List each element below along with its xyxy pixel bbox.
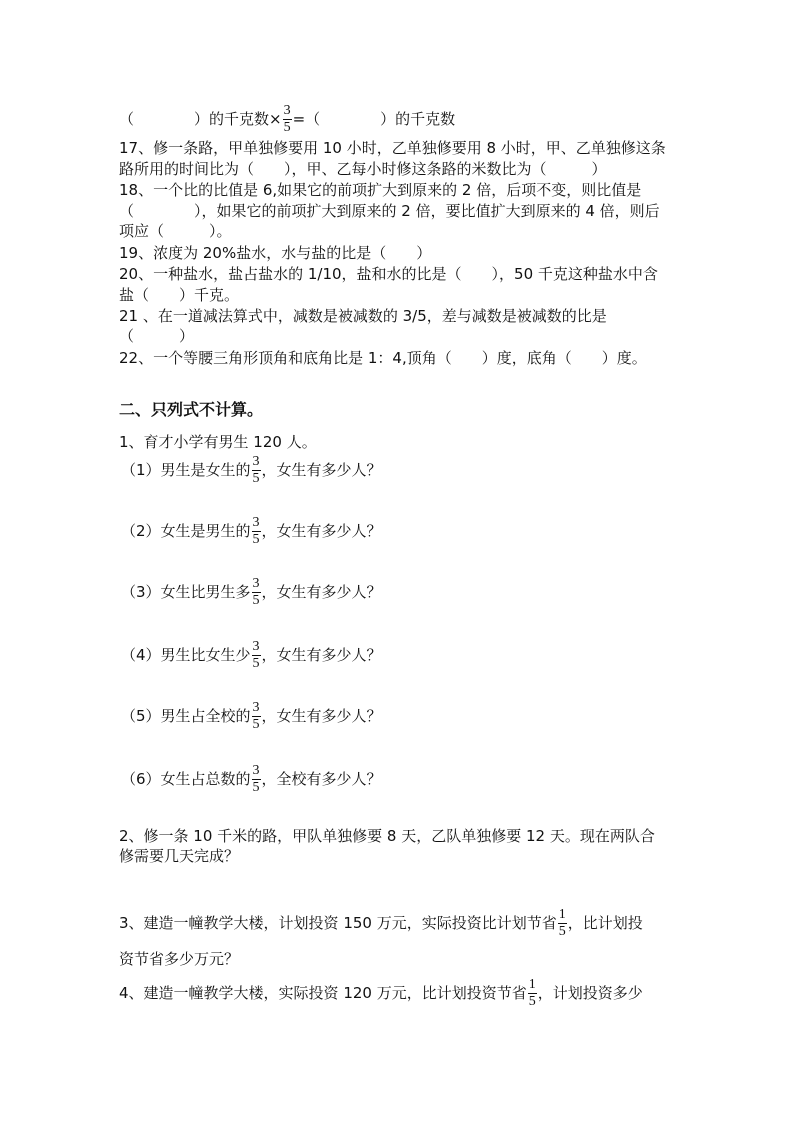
text: ，女生有多少人？ — [261, 461, 382, 479]
fraction-3-5 — [252, 764, 261, 795]
q17-line-1: 17、修一条路，甲单独修要用 10 小时，乙单独修要用 8 小时，甲、乙单独修这条 — [119, 139, 666, 157]
sub-question-6 — [121, 764, 382, 795]
numerator: 1 — [558, 907, 566, 922]
fraction-3-5 — [252, 516, 261, 547]
sub-question-1 — [121, 455, 382, 486]
q21-line-2: （ ） — [119, 327, 195, 345]
text: ，比计划投 — [567, 914, 643, 932]
sub-question-2 — [121, 516, 382, 547]
denominator: 5 — [252, 471, 260, 486]
q20-line-1: 20、一种盐水，盐占盐水的 1/10，盐和水的比是（ ），50 千克这种盐水中含 — [119, 265, 658, 283]
numerator: 1 — [528, 977, 536, 992]
fraction-3-5 — [252, 577, 261, 608]
text: ，女生有多少人？ — [261, 522, 382, 540]
q18-line-1: 18、一个比的比值是 6,如果它的前项扩大到原来的 2 倍，后项不变，则比值是 — [119, 181, 642, 199]
section-heading: 二、只列式不计算。 — [119, 400, 264, 419]
denominator: 5 — [528, 994, 536, 1009]
text: （2）女生是男生的 — [121, 522, 251, 540]
denominator: 5 — [252, 532, 260, 547]
text: 3、建造一幢教学大楼，计划投资 150 万元，实际投资比计划节省 — [119, 914, 557, 932]
fill-line-kilograms — [119, 104, 455, 135]
text: 4、建造一幢教学大楼，实际投资 120 万元，比计划投资节省 — [119, 984, 527, 1002]
q20-line-2: 盐（ ）千克。 — [119, 286, 240, 304]
text: （6）女生占总数的 — [121, 770, 251, 788]
sub-question-4 — [121, 640, 382, 671]
fraction-3-5 — [252, 701, 261, 732]
fraction-3-5 — [283, 104, 292, 135]
denominator: 5 — [252, 593, 260, 608]
text: （4）男生比女生少 — [121, 646, 251, 664]
numerator: 3 — [283, 103, 291, 118]
q18-line-2: （ ），如果它的前项扩大到原来的 2 倍，要比值扩大到原来的 4 倍，则后 — [119, 202, 660, 220]
fraction-1-5 — [528, 978, 537, 1009]
numerator: 3 — [252, 576, 260, 591]
text: （1）男生是女生的 — [121, 461, 251, 479]
text: ，全校有多少人？ — [261, 770, 382, 788]
problem-2-line-2: 修需要几天完成？ — [119, 847, 240, 865]
numerator: 3 — [252, 639, 260, 654]
q17-line-2: 路所用的时间比为（ ），甲、乙每小时修这条路的米数比为（ ） — [119, 160, 607, 178]
fraction-3-5 — [252, 640, 261, 671]
problem-1-intro: 1、育才小学有男生 120 人。 — [119, 433, 317, 451]
sub-question-3 — [121, 577, 382, 608]
problem-2-line-1: 2、修一条 10 千米的路，甲队单独修要 8 天，乙队单独修要 12 天。现在两队合 — [119, 827, 655, 845]
problem-3-line-2: 资节省多少万元？ — [119, 950, 240, 968]
denominator: 5 — [558, 924, 566, 939]
text: ，女生有多少人？ — [261, 646, 382, 664]
q19: 19、浓度为 20%盐水，水与盐的比是（ ） — [119, 244, 432, 262]
text: （ — [119, 110, 135, 128]
fraction-3-5 — [252, 455, 261, 486]
denominator: 5 — [283, 120, 291, 135]
denominator: 5 — [252, 656, 260, 671]
sub-question-5 — [121, 701, 382, 732]
q22: 22、一个等腰三角形顶角和底角比是 1：4,顶角（ ）度，底角（ ）度。 — [119, 349, 647, 367]
numerator: 3 — [252, 515, 260, 530]
problem-3-line-1 — [119, 908, 643, 939]
denominator: 5 — [252, 717, 260, 732]
numerator: 3 — [252, 454, 260, 469]
numerator: 3 — [252, 700, 260, 715]
numerator: 3 — [252, 763, 260, 778]
problem-4-line-1 — [119, 978, 643, 1009]
text: ，女生有多少人？ — [261, 583, 382, 601]
text: ）的千克数× — [194, 110, 282, 128]
q18-line-3: 项应（ ）。 — [119, 222, 232, 240]
text: ）的千克数 — [380, 110, 456, 128]
text: ，计划投资多少 — [537, 984, 643, 1002]
denominator: 5 — [252, 780, 260, 795]
text: （3）女生比男生多 — [121, 583, 251, 601]
q21-line-1: 21 、在一道减法算式中，减数是被减数的 3/5，差与减数是被减数的比是 — [119, 307, 607, 325]
text: ，女生有多少人？ — [261, 707, 382, 725]
fraction-1-5 — [558, 908, 567, 939]
text: （5）男生占全校的 — [121, 707, 251, 725]
text: =（ — [292, 110, 321, 128]
